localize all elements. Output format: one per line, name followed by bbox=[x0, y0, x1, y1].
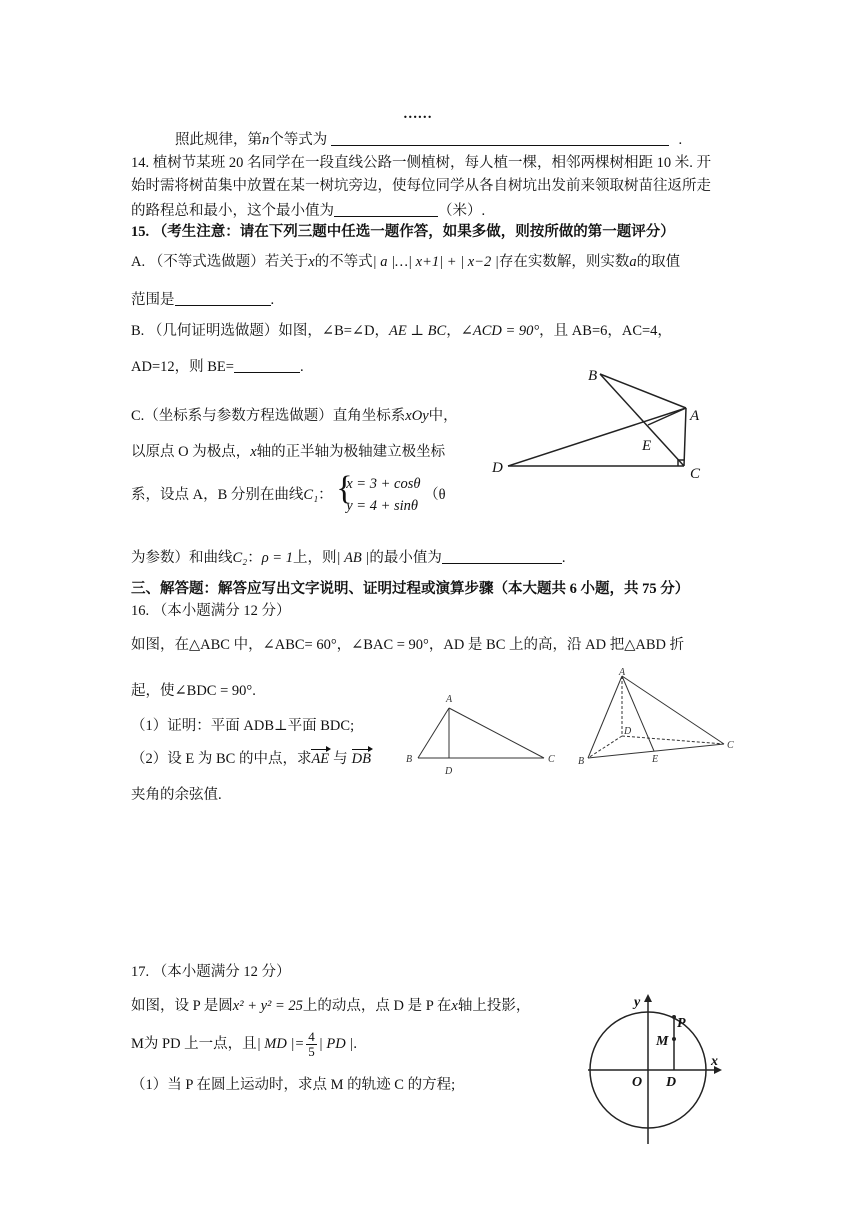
section-3-header: 三、解答题：解答应写出文字说明、证明过程或演算步骤（本大题共 6 小题，共 75 分） bbox=[131, 581, 690, 597]
q17-end: . bbox=[353, 1036, 357, 1053]
label-a: A bbox=[690, 408, 700, 424]
q15c-t8: ： bbox=[247, 550, 262, 566]
q15a-line2 bbox=[131, 290, 274, 309]
q15c-eq1: x = 3 + cosθ bbox=[346, 476, 421, 492]
q15c-t9: 上，则 bbox=[292, 550, 337, 566]
q17-header: 17. （本小题满分 12 分） bbox=[131, 964, 291, 980]
q16-part2-text: （2）设 E 为 BC 的中点，求 bbox=[131, 751, 312, 767]
segment-da bbox=[508, 408, 686, 466]
q15b-be-label: AD=12，则 BE= bbox=[131, 359, 234, 375]
q17-part1: （1）当 P 在圆上运动时，求点 M 的轨迹 C 的方程; bbox=[131, 1077, 456, 1093]
q13-continuation bbox=[175, 130, 682, 149]
q15c-xoy: xOy bbox=[405, 408, 429, 424]
ellipsis: …… bbox=[403, 106, 432, 122]
q16-figure-folded bbox=[576, 668, 740, 772]
label-a: A bbox=[619, 668, 626, 678]
q17-circle-eq: x² + y² = 25 bbox=[232, 998, 303, 1014]
q15c-t7: 为参数）和曲线 bbox=[131, 550, 233, 566]
q15c-x: x bbox=[250, 444, 257, 460]
q15c-colon: ： bbox=[318, 487, 333, 504]
q13-n: n bbox=[262, 132, 270, 148]
q16-line1: 如图，在△ABC 中，∠ABC= 60°，∠BAC = 90°，AD 是 BC 上的高，沿 AD 把△ABD 折 bbox=[131, 637, 685, 653]
q15b-expr2: ∠ACD = 90° bbox=[460, 323, 540, 339]
q15c-answer-blank[interactable] bbox=[442, 548, 562, 564]
vector-db: DB bbox=[351, 751, 372, 767]
label-d: D bbox=[492, 460, 503, 476]
segment-ac bbox=[684, 408, 686, 466]
label-b: B bbox=[406, 754, 413, 765]
q15b-end: . bbox=[299, 359, 304, 375]
q16-part2 bbox=[131, 751, 371, 768]
q15a-range-label: 范围是 bbox=[131, 292, 175, 308]
q15b-figure bbox=[488, 362, 718, 482]
q15c-c1: C₁ bbox=[303, 487, 319, 504]
label-b: B bbox=[588, 368, 598, 384]
q17-t4: M为 PD 上一点，且 bbox=[131, 1036, 257, 1053]
brace-icon: { bbox=[336, 470, 353, 507]
fraction-four-fifths bbox=[306, 1030, 317, 1060]
q14-answer-blank[interactable] bbox=[334, 201, 438, 217]
q15c-line1 bbox=[131, 408, 458, 425]
label-y: y bbox=[634, 995, 641, 1010]
q16-header: 16. （本小题满分 12 分） bbox=[131, 603, 291, 619]
q15a-t4: 的取值 bbox=[636, 254, 681, 270]
q15c-param-system bbox=[336, 470, 421, 518]
q17-line2 bbox=[131, 1030, 357, 1060]
q15c-line2 bbox=[131, 444, 445, 461]
q17-x: x bbox=[451, 998, 458, 1014]
q14-line1: 14. 植树节某班 20 名同学在一段直线公路一侧植树，每人植一棵，相邻两棵树相距 10 米. 开 bbox=[131, 155, 711, 171]
q16-line2: 起，使∠BDC = 90°. bbox=[131, 683, 256, 699]
segment-dc bbox=[622, 736, 724, 744]
vector-ae: AE bbox=[311, 751, 330, 767]
q17-pd: | PD | bbox=[318, 1036, 354, 1053]
q15c-t4: 轴的正半轴为极轴建立极坐标 bbox=[256, 444, 446, 460]
q15b-line2 bbox=[131, 357, 304, 376]
label-p: P bbox=[677, 1016, 686, 1031]
q15c-eq2: y = 4 + sinθ bbox=[346, 497, 419, 514]
q17-t2: 上的动点，点 D 是 P 在 bbox=[302, 998, 452, 1014]
q15c-rho: ρ = 1 bbox=[261, 550, 293, 566]
q16-part1: （1）证明：平面 ADB⊥平面 BDC; bbox=[131, 718, 355, 734]
q15c-t5: 系，设点 A，B 分别在曲线 bbox=[131, 487, 304, 504]
q17-md: | MD |= bbox=[256, 1036, 305, 1053]
q17-t1: 如图，设 P 是圆 bbox=[131, 998, 233, 1014]
q15c-t1: C.（坐标系与参数方程选做题）直角坐标系 bbox=[131, 408, 406, 424]
q16-part2-cont: 夹角的余弦值. bbox=[131, 787, 222, 803]
segment-ac bbox=[449, 708, 544, 758]
label-x: x bbox=[711, 1054, 718, 1069]
q15a-end: . bbox=[270, 292, 275, 308]
point-p bbox=[672, 1015, 676, 1019]
q15a-expr: | a |…| x+1| + | x−2 | bbox=[372, 254, 499, 270]
q15c-c2: C₂ bbox=[232, 550, 248, 566]
label-c: C bbox=[548, 754, 555, 765]
label-e: E bbox=[642, 438, 652, 454]
q17-line1 bbox=[131, 998, 530, 1015]
q15c-line3 bbox=[131, 470, 446, 518]
q13-answer-blank[interactable] bbox=[331, 130, 669, 146]
point-m bbox=[672, 1037, 676, 1041]
q15c-t2: 中， bbox=[428, 408, 458, 424]
y-axis-arrow-icon bbox=[644, 994, 652, 1002]
q15a-t1: A. （不等式选做题）若关于 bbox=[131, 254, 309, 270]
q15c-end: . bbox=[561, 550, 566, 566]
q15b-text2: ，且 AB=6，AC=4， bbox=[539, 323, 672, 339]
q13-suffix: 个等式为 bbox=[269, 132, 328, 148]
q15b-expr1: AE ⊥ BC bbox=[389, 323, 447, 339]
q15a-x: x bbox=[308, 254, 315, 270]
segment-ac bbox=[622, 676, 724, 744]
q16-figure-flat bbox=[404, 690, 568, 780]
segment-ae bbox=[648, 408, 686, 425]
label-c: C bbox=[727, 740, 734, 751]
q15b-line1 bbox=[131, 323, 672, 340]
q15a-a: a bbox=[629, 254, 637, 270]
label-d: D bbox=[666, 1075, 677, 1090]
q15a-t3: 存在实数解，则实数 bbox=[498, 254, 630, 270]
fraction-numerator: 4 bbox=[308, 1029, 315, 1044]
q15b-text: B. （几何证明选做题）如图，∠B=∠D， bbox=[131, 323, 390, 339]
segment-ba bbox=[600, 374, 686, 408]
q17-figure bbox=[588, 994, 724, 1150]
fraction-denominator: 5 bbox=[308, 1044, 315, 1060]
q15-header: 15. （考生注意：请在下列三题中任选一题作答，如果多做，则按所做的第一题评分） bbox=[131, 224, 675, 240]
q15a-line1 bbox=[131, 254, 680, 271]
q14-line3 bbox=[131, 201, 485, 220]
q15b-sep: ， bbox=[446, 323, 461, 339]
q14-line2: 始时需将树苗集中放置在某一树坑旁边，使每位同学从各自树坑出发前来领取树苗往返所走 bbox=[131, 178, 711, 194]
label-d: D bbox=[445, 766, 453, 777]
label-m: M bbox=[656, 1034, 669, 1049]
q14-line3-suffix: （米）. bbox=[438, 203, 486, 219]
label-d: D bbox=[624, 726, 632, 737]
q13-prefix: 照此规律，第 bbox=[175, 132, 262, 148]
q16-part2-mid: 与 bbox=[333, 751, 348, 767]
label-a: A bbox=[446, 694, 453, 705]
label-c: C bbox=[690, 466, 701, 482]
segment-ab bbox=[588, 676, 622, 758]
label-e: E bbox=[652, 754, 659, 765]
q15b-answer-blank[interactable] bbox=[234, 357, 300, 373]
segment-ab bbox=[418, 708, 449, 758]
q15c-t3: 以原点 O 为极点， bbox=[131, 444, 251, 460]
q14-line3-prefix: 的路程总和最小，这个最小值为 bbox=[131, 203, 334, 219]
q13-end: . bbox=[678, 132, 683, 148]
label-o: O bbox=[632, 1075, 643, 1090]
q15a-t2: 的不等式 bbox=[314, 254, 373, 270]
q15c-ab: | AB | bbox=[336, 550, 370, 566]
q17-t3: 轴上投影， bbox=[457, 998, 531, 1014]
label-b: B bbox=[578, 756, 585, 767]
q15a-answer-blank[interactable] bbox=[175, 290, 271, 306]
q15c-line4 bbox=[131, 548, 566, 567]
q15c-t6: （θ bbox=[424, 487, 446, 504]
q15c-t10: 的最小值为 bbox=[369, 550, 442, 566]
